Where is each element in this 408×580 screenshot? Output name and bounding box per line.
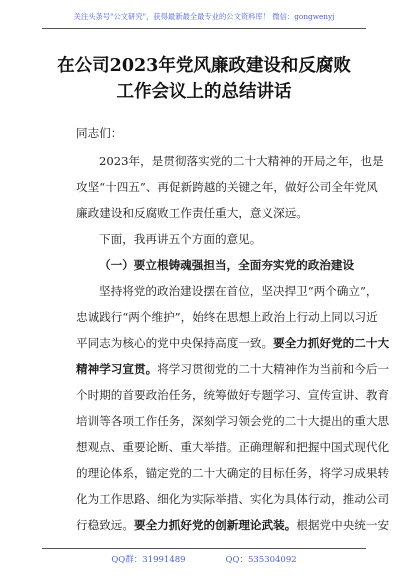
body-line: 精神学习宣贯。将学习贯彻党的二十大精神作为当前和今后一 <box>76 362 390 376</box>
body-line: 个时期的首要政治任务，统筹做好专题学习、宣传宣讲、教育 <box>76 388 390 402</box>
page-header: 关注头条号"公文研究"，获得最新最全最专业的公文资料库！ 微信：gongwenyj <box>42 6 366 29</box>
qq-group: QQ群：31991489 <box>111 555 186 565</box>
body-line: 的理论体系，锚定党的二十大确定的目标任务，将学习成果转 <box>76 466 390 480</box>
page-footer <box>42 548 366 571</box>
body-line: 培训等各项工作任务，深刻学习领会党的二十大提出的重大思 <box>76 414 390 428</box>
body-line: 平同志为核心的党中央保持高度一致。要全力抓好党的二十大 <box>76 336 390 350</box>
qq-number: QQ：535304092 <box>225 555 297 565</box>
body-line: 2023年，是贯彻落实党的二十大精神的开局之年，也是 <box>99 154 384 168</box>
body-line: 想观点、重要论断、重大举措。正确理解和把握中国式现代化 <box>76 440 390 454</box>
body-line: 行稳致远。要全力抓好党的创新理论武装。根据党中央统一安 <box>76 518 390 532</box>
salutation: 同志们： <box>76 126 123 140</box>
document-title-line-1: 在公司2023年党风廉政建设和反腐败 <box>57 56 351 76</box>
body-line: 忠诚践行“两个维护”，始终在思想上政治上行动上同以习近 <box>76 310 378 324</box>
body-line: 廉政建设和反腐败工作责任重大，意义深远。 <box>76 206 308 220</box>
section-heading: （一）要立根铸魂强担当，全面夯实党的政治建设 <box>99 258 355 272</box>
body-line: 化为工作思路、细化为实际举措、实化为具体行动，推动公司 <box>76 492 390 506</box>
body-line: 坚持将党的政治建设摆在首位，坚决捍卫“两个确立”， <box>99 284 378 298</box>
document-title-line-2: 工作会议上的总结讲话 <box>116 82 292 102</box>
body-line: 下面，我再讲五个方面的意见。 <box>99 232 262 246</box>
body-line: 攻坚“十四五”、再促新跨越的关键之年，做好公司全年党风 <box>76 180 378 194</box>
